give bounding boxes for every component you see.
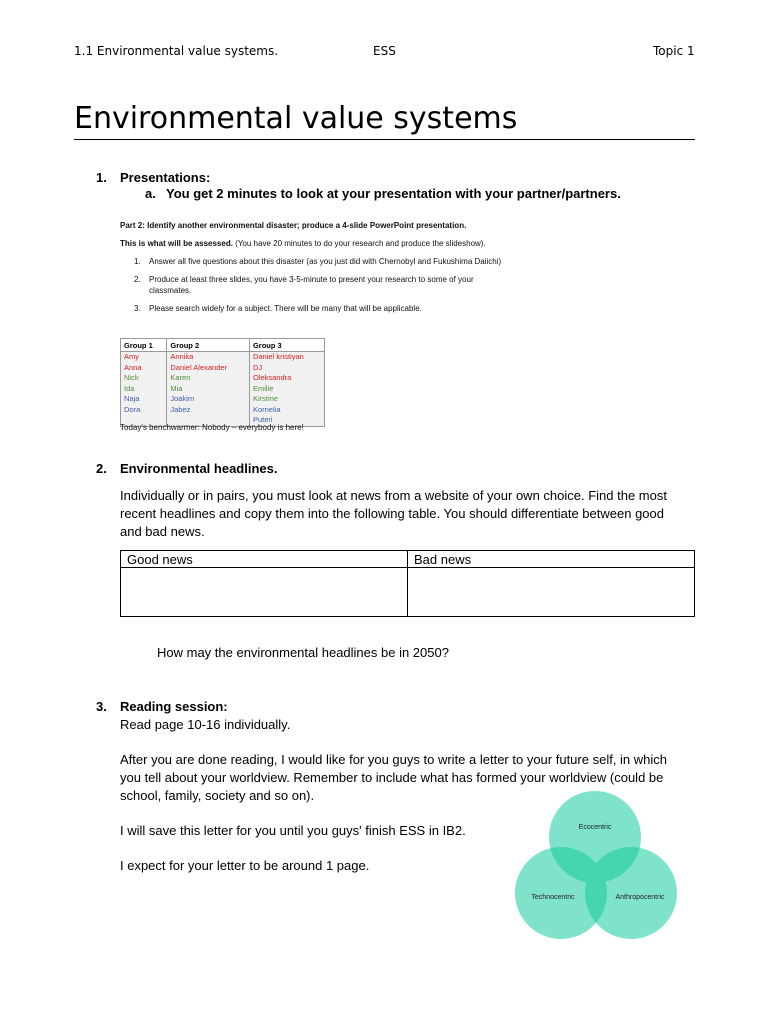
list-item-number: 1. (134, 257, 141, 266)
worldview-venn-diagram (496, 789, 694, 939)
ecocentric-label: Ecocentric (578, 824, 612, 831)
table-row (121, 384, 325, 395)
table-cell: Daniel kristiyan (249, 352, 324, 363)
group-1-header: Group 1 (121, 339, 167, 352)
table-cell: Daniel Alexander (167, 363, 250, 374)
table-cell: Ida (121, 384, 167, 395)
table-cell: Anna (121, 363, 167, 374)
paragraph-line: Individually or in pairs, you must look at news from a website of your own choice. Find the most (120, 488, 667, 503)
table-cell: Emilie (249, 384, 324, 395)
reading-instruction: Read page 10-16 individually. (120, 717, 291, 732)
section-3-number: 3. (96, 699, 107, 714)
good-news-header: Good news (121, 551, 408, 568)
table-cell: Annika (167, 352, 250, 363)
page-title: Environmental value systems (74, 101, 518, 136)
section-1-sub-letter: a. (145, 186, 156, 201)
good-news-cell[interactable] (121, 568, 408, 617)
table-cell: Karen (167, 373, 250, 384)
list-item-number: 2. (134, 275, 141, 284)
table-row (121, 363, 325, 374)
header-center: ESS (373, 44, 396, 58)
section-2-heading: Environmental headlines. (120, 461, 278, 476)
section-1-sub-text: You get 2 minutes to look at your presentation with your partner/partners. (166, 186, 621, 201)
list-item-text: Please search widely for a subject. There will be many that will be applicable. (149, 304, 422, 313)
header-left: 1.1 Environmental value systems. (74, 44, 279, 58)
table-cell: Jabez (167, 405, 250, 416)
save-letter-note: I will save this letter for you until you guys' finish ESS in IB2. (120, 823, 466, 838)
table-row (121, 352, 325, 363)
list-item-text: Answer all five questions about this disaster (as you just did with Chernobyl and Fukushima Daiichi) (149, 257, 502, 266)
letter-length-note: I expect for your letter to be around 1 page. (120, 858, 370, 873)
bad-news-cell[interactable] (408, 568, 695, 617)
paragraph-line: school, family, society and so on). (120, 788, 315, 803)
groups-table (120, 338, 325, 427)
section-2-number: 2. (96, 461, 107, 476)
table-cell: Puteri (249, 415, 324, 426)
technocentric-label: Technocentric (531, 894, 575, 901)
table-cell: Dora (121, 405, 167, 416)
table-row (121, 394, 325, 405)
table-cell: Mia (167, 384, 250, 395)
bad-news-header: Bad news (408, 551, 695, 568)
table-cell: Oleksandra (249, 373, 324, 384)
table-cell: Amy (121, 352, 167, 363)
part2-instruction: Part 2: Identify another environmental disaster; produce a 4-slide PowerPoint presentation. (120, 221, 467, 230)
table-cell: Joakim (167, 394, 250, 405)
section-1-number: 1. (96, 170, 107, 185)
assessed-rest: (You have 20 minutes to do your research and produce the slideshow). (232, 239, 486, 248)
paragraph-line: you tell about your worldview. Remember to include what has formed your worldview (could be (120, 770, 664, 785)
section-2-paragraph (120, 487, 667, 541)
list-item-text: Produce at least three slides, you have 3-5-minute to present your research to some of your (149, 275, 474, 284)
list-item-number: 3. (134, 304, 141, 313)
news-header-row (121, 551, 695, 568)
section-3-heading: Reading session: (120, 699, 228, 714)
table-row (121, 373, 325, 384)
table-row (121, 405, 325, 416)
news-entry-row (121, 568, 695, 617)
title-divider (74, 139, 695, 140)
table-cell: Kirstine (249, 394, 324, 405)
group-2-header: Group 2 (167, 339, 250, 352)
paragraph-line: and bad news. (120, 524, 205, 539)
benchwarmer-note: Today's benchwarmer: Nobody – everybody is here! (120, 423, 304, 432)
paragraph-line: After you are done reading, I would like for you guys to write a letter to your future self, in which (120, 752, 668, 767)
news-table (120, 550, 695, 617)
list-item-text-cont: classmates. (149, 286, 192, 295)
groups-header-row (121, 339, 325, 352)
table-cell: Nick (121, 373, 167, 384)
anthropocentric-label: Anthropocentric (615, 894, 665, 901)
section-1-heading: Presentations: (120, 170, 211, 185)
group-3-header: Group 3 (249, 339, 324, 352)
assessed-line (120, 239, 486, 248)
paragraph-line: recent headlines and copy them into the following table. You should differentiate between good (120, 506, 664, 521)
table-cell: Kornelia (249, 405, 324, 416)
section-2-question: How may the environmental headlines be in 2050? (157, 645, 449, 660)
assessed-bold: This is what will be assessed. (120, 239, 233, 248)
table-cell: DJ (249, 363, 324, 374)
table-cell: Naja (121, 394, 167, 405)
header-right: Topic 1 (653, 44, 695, 58)
